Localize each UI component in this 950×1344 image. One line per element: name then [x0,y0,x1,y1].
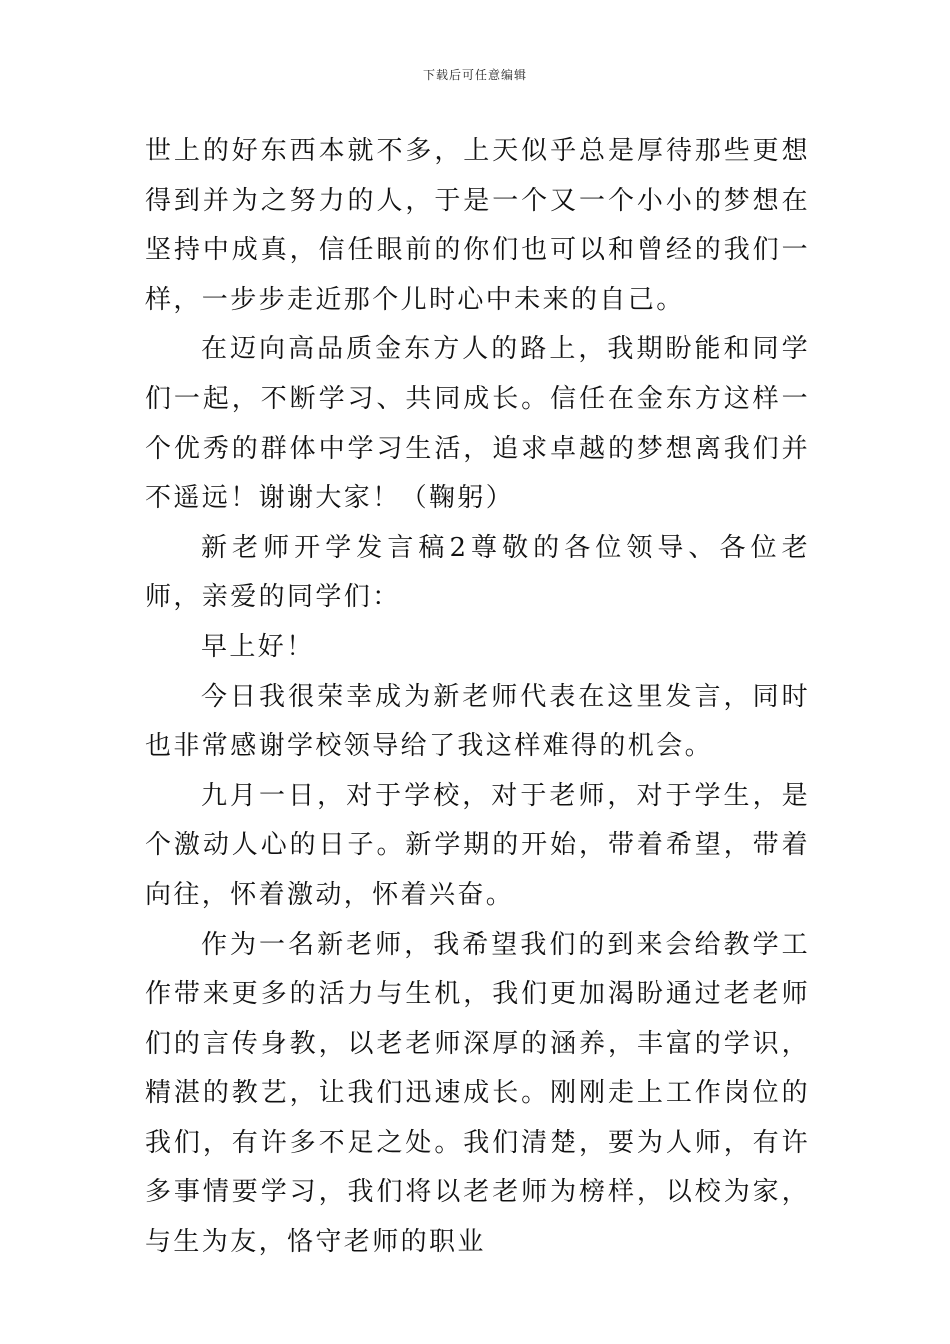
paragraph: 今日我很荣幸成为新老师代表在这里发言，同时也非常感谢学校领导给了我这样难得的机会。 [145,681,810,762]
paragraph: 作为一名新老师，我希望我们的到来会给教学工作带来更多的活力与生机，我们更加渴盼通过老老师们的言传身教，以老老师深厚的涵养，丰富的学识，精湛的教艺，让我们迅速成长。刚刚走上工作岗位的我们，有许多不足之处。我们清楚，要为人师，有许多事情要学习，我们将以老老师为榜样，以校为家，与生为友，恪守老师的职业 [145,929,810,1258]
paragraph: 世上的好东西本就不多，上天似乎总是厚待那些更想得到并为之努力的人，于是一个又一个小小的梦想在坚持中成真，信任眼前的你们也可以和曾经的我们一样，一步步走近那个儿时心中未来的自己。 [145,136,810,315]
page-header: 下载后可任意编辑 [422,68,527,82]
paragraph: 新老师开学发言稿2尊敬的各位领导、各位老师，亲爱的同学们： [145,532,810,613]
paragraph: 九月一日，对于学校，对于老师，对于学生，是个激动人心的日子。新学期的开始，带着希望，带着向往，怀着激动，怀着兴奋。 [145,780,810,910]
paragraph: 早上好！ [201,631,315,662]
paragraph: 在迈向高品质金东方人的路上，我期盼能和同学们一起，不断学习、共同成长。信任在金东方这样一个优秀的群体中学习生活，追求卓越的梦想离我们并不遥远！谢谢大家！（鞠躬） [145,334,810,514]
document-body [145,127,810,1268]
